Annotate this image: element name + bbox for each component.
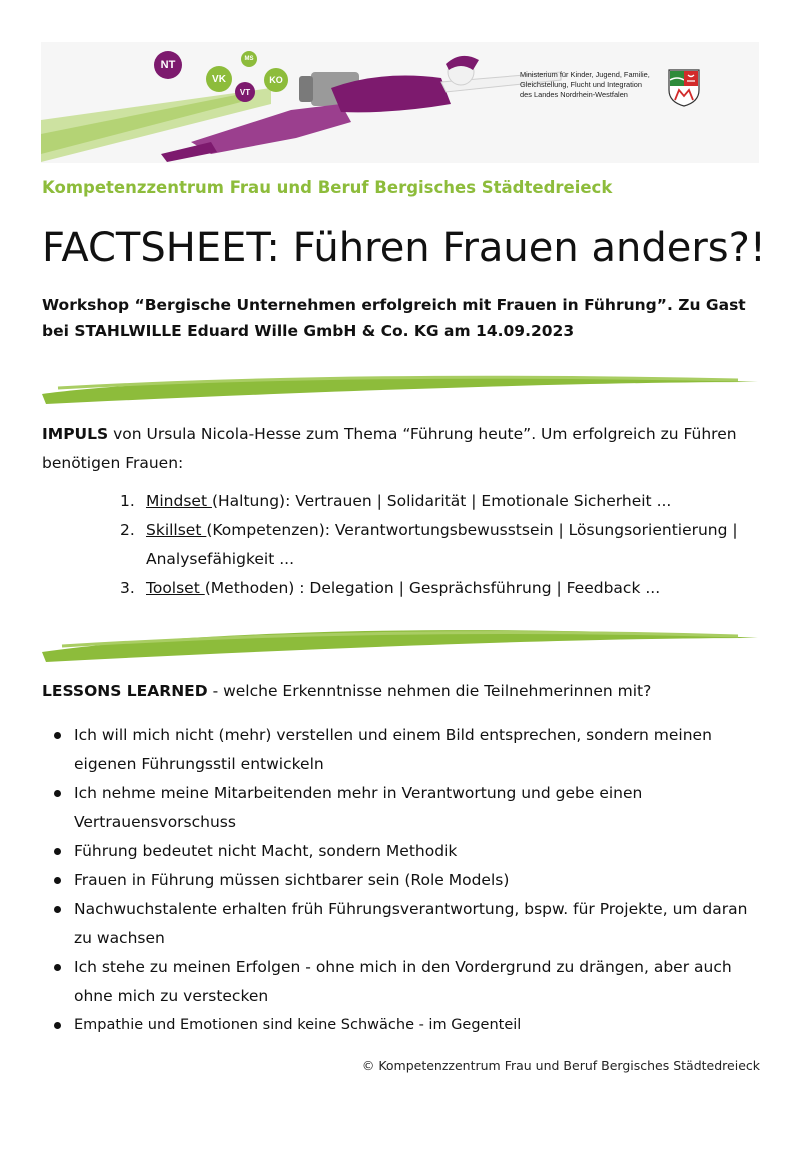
list-item [52, 953, 762, 1011]
green-brush-divider [38, 622, 762, 666]
header-banner [41, 42, 759, 163]
list-text: Ich nehme meine Mitarbeitenden mehr in Verantwortung und gebe einen Vertrauensvorschuss [74, 784, 643, 831]
list-key: Skillset [146, 521, 207, 539]
bullet-icon [54, 877, 61, 884]
list-text: Führung bedeutet nicht Macht, sondern Methodik [74, 842, 458, 860]
ministry-line: des Landes Nordrhein-Westfalen [520, 90, 628, 99]
badge-ko: KO [264, 68, 288, 92]
impuls-text: von Ursula Nicola-Hesse zum Thema “Führung heute”. Um erfolgreich zu Führen benötigen Frauen: [42, 425, 737, 472]
list-key: Mindset [146, 492, 212, 510]
bullet-icon [54, 732, 61, 739]
list-number: 1. [120, 492, 135, 510]
bullet-icon [54, 790, 61, 797]
list-text: (Methoden) : Delegation | Gesprächsführung | Feedback ... [204, 579, 661, 597]
organization-name: Kompetenzzentrum Frau und Beruf Bergisches Städtedreieck [42, 178, 613, 197]
ministry-name [520, 70, 670, 100]
list-text: Frauen in Führung müssen sichtbarer sein (Role Models) [74, 871, 510, 889]
lessons-text: - welche Erkenntnisse nehmen die Teilnehmerinnen mit? [207, 682, 652, 700]
list-text: (Haltung): Vertrauen | Solidarität | Emotionale Sicherheit ... [211, 492, 672, 510]
impuls-list [120, 487, 760, 603]
green-brush-divider [38, 368, 762, 408]
bullet-icon [54, 906, 61, 913]
impuls-paragraph [42, 420, 762, 478]
lessons-list [52, 721, 762, 1040]
bullet-icon [54, 1022, 61, 1029]
list-number: 3. [120, 579, 135, 597]
list-item [120, 516, 760, 574]
list-item [120, 487, 760, 516]
badge-vk: VK [206, 66, 232, 92]
list-key: Toolset [146, 579, 205, 597]
list-item [120, 574, 760, 603]
page-title: FACTSHEET: Führen Frauen anders?! [42, 225, 766, 271]
list-number: 2. [120, 521, 135, 539]
copyright-notice: © Kompetenzzentrum Frau und Beruf Bergisches Städtedreieck [361, 1058, 760, 1073]
badge-vt: VT [235, 82, 255, 102]
bullet-icon [54, 964, 61, 971]
list-item [52, 895, 762, 953]
bullet-icon [54, 848, 61, 855]
ministry-line: Gleichstellung, Flucht und Integration [520, 80, 643, 89]
flying-woman-illustration [41, 42, 759, 163]
nrw-crest-icon [667, 68, 701, 108]
list-item [52, 866, 762, 895]
list-text: Ich stehe zu meinen Erfolgen - ohne mich in den Vordergrund zu drängen, aber auch ohne mich zu verstecken [74, 958, 732, 1005]
ministry-line: Ministerium für Kinder, Jugend, Familie, [520, 70, 650, 79]
impuls-label: IMPULS [42, 425, 109, 443]
workshop-subtitle: Workshop “Bergische Unternehmen erfolgreich mit Frauen in Führung”. Zu Gast bei STAHLWILLE Eduard Wille GmbH & Co. KG am 14.09.2023 [42, 296, 746, 340]
list-item [52, 721, 762, 779]
list-text: (Kompetenzen): Verantwortungsbewusstsein | Lösungsorientierung | Analysefähigkeit ... [146, 521, 738, 568]
list-item [52, 1011, 762, 1040]
lessons-label: LESSONS LEARNED [42, 682, 208, 700]
list-item [52, 837, 762, 866]
list-text: Ich will mich nicht (mehr) verstellen und einem Bild entsprechen, sondern meinen eigenen Führungsstil entwickeln [74, 726, 712, 773]
list-text: Empathie und Emotionen sind keine Schwäche - im Gegenteil [74, 1017, 522, 1033]
list-item [52, 779, 762, 837]
badge-nt: NT [154, 51, 182, 79]
list-text: Nachwuchstalente erhalten früh Führungsverantwortung, bspw. für Projekte, um daran zu wachsen [74, 900, 748, 947]
lessons-heading [42, 677, 762, 705]
badge-ms: MS [241, 51, 257, 67]
